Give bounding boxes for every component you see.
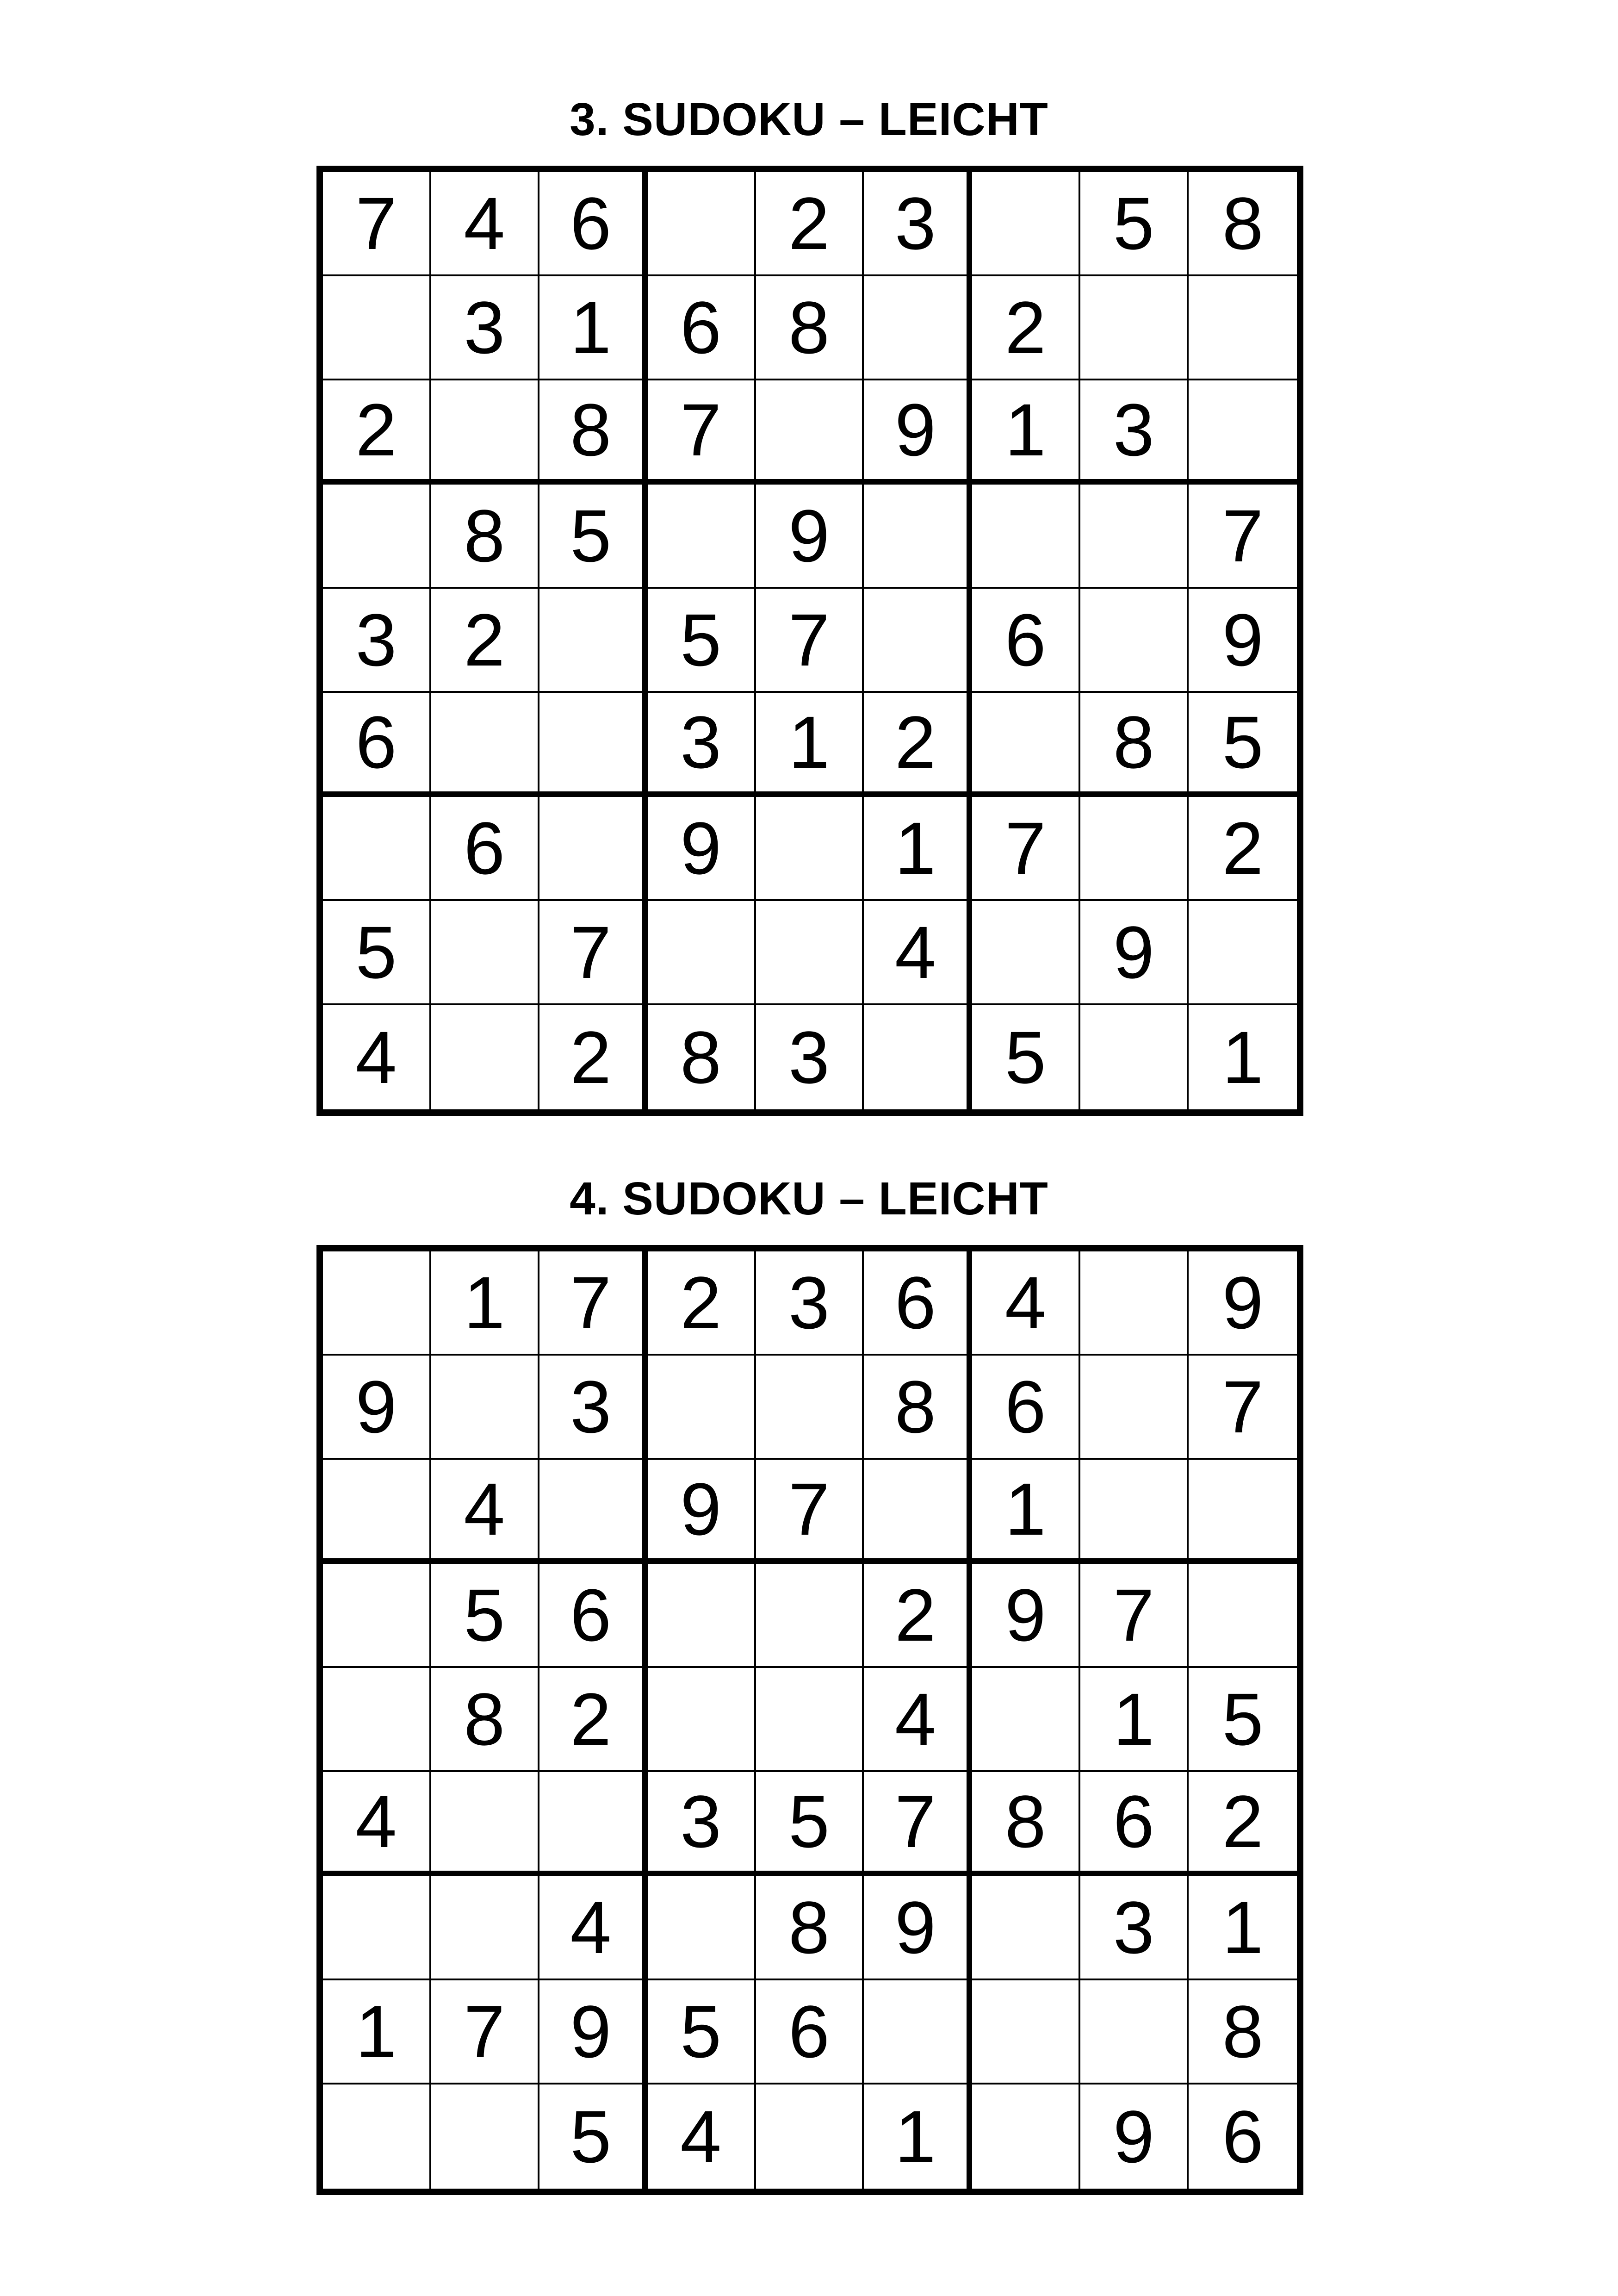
sudoku-cell-given: 2: [539, 1668, 648, 1772]
sudoku-cell-given: 1: [864, 797, 972, 901]
sudoku-cell-empty[interactable]: [1080, 485, 1189, 589]
sudoku-cell-empty[interactable]: [539, 693, 648, 797]
sudoku-cell-given: 7: [756, 1460, 864, 1564]
sudoku-cell-empty[interactable]: [323, 276, 431, 380]
sudoku-cell-empty[interactable]: [1189, 1564, 1297, 1668]
sudoku-cell-empty[interactable]: [756, 380, 864, 485]
sudoku-cell-given: 7: [972, 797, 1080, 901]
sudoku-cell-given: 1: [539, 276, 648, 380]
sudoku-cell-given: 2: [1189, 797, 1297, 901]
sudoku-cell-given: 8: [1189, 1980, 1297, 2084]
sudoku-cell-given: 2: [756, 172, 864, 276]
sudoku-cell-empty[interactable]: [431, 693, 539, 797]
sudoku-cell-given: 6: [1080, 1772, 1189, 1876]
sudoku-cell-empty[interactable]: [972, 1980, 1080, 2084]
sudoku-cell-given: 4: [323, 1772, 431, 1876]
sudoku-cell-empty[interactable]: [539, 797, 648, 901]
sudoku-cell-empty[interactable]: [1080, 1356, 1189, 1460]
sudoku-cell-given: 7: [1189, 1356, 1297, 1460]
sudoku-cell-given: 5: [1189, 1668, 1297, 1772]
sudoku-cell-given: 4: [431, 1460, 539, 1564]
sudoku-cell-given: 4: [864, 901, 972, 1005]
sudoku-cell-given: 6: [431, 797, 539, 901]
sudoku-cell-given: 7: [1080, 1564, 1189, 1668]
sudoku-cell-given: 7: [648, 380, 756, 485]
sudoku-cell-given: 1: [1189, 1876, 1297, 1980]
sudoku-cell-empty[interactable]: [648, 901, 756, 1005]
sudoku-cell-given: 6: [648, 276, 756, 380]
sudoku-cell-given: 1: [972, 1460, 1080, 1564]
sudoku-cell-empty[interactable]: [431, 380, 539, 485]
sudoku-cell-given: 8: [431, 485, 539, 589]
sudoku-cell-given: 2: [539, 1005, 648, 1109]
sudoku-cell-empty[interactable]: [756, 2084, 864, 2189]
sudoku-cell-given: 8: [1189, 172, 1297, 276]
sudoku-cell-empty[interactable]: [323, 1668, 431, 1772]
sudoku-cell-given: 6: [539, 172, 648, 276]
sudoku-cell-empty[interactable]: [431, 1876, 539, 1980]
sudoku-grid: [316, 1245, 1303, 2195]
sudoku-cell-given: 9: [1189, 1251, 1297, 1356]
sudoku-cell-given: 2: [864, 1564, 972, 1668]
sudoku-cell-empty[interactable]: [1080, 797, 1189, 901]
sudoku-cell-given: 6: [864, 1251, 972, 1356]
sudoku-cell-given: 4: [648, 2084, 756, 2189]
sudoku-cell-given: 1: [972, 380, 1080, 485]
sudoku-cell-given: 9: [648, 1460, 756, 1564]
sudoku-cell-given: 7: [756, 589, 864, 693]
sudoku-cell-given: 2: [431, 589, 539, 693]
sudoku-cell-given: 9: [864, 1876, 972, 1980]
sudoku-cell-given: 7: [864, 1772, 972, 1876]
sudoku-cell-given: 5: [1189, 693, 1297, 797]
sudoku-cell-empty[interactable]: [756, 797, 864, 901]
sudoku-cell-empty[interactable]: [1189, 901, 1297, 1005]
sudoku-cell-given: 8: [431, 1668, 539, 1772]
sudoku-cell-empty[interactable]: [431, 901, 539, 1005]
sudoku-cell-given: 7: [323, 172, 431, 276]
sudoku-cell-empty[interactable]: [1080, 1980, 1189, 2084]
sudoku-cell-empty[interactable]: [431, 1005, 539, 1109]
sudoku-cell-empty[interactable]: [1189, 1460, 1297, 1564]
sudoku-cell-empty[interactable]: [1080, 276, 1189, 380]
sudoku-cell-empty[interactable]: [756, 1356, 864, 1460]
sudoku-cell-empty[interactable]: [539, 1460, 648, 1564]
sudoku-cell-empty[interactable]: [1080, 589, 1189, 693]
sudoku-cell-empty[interactable]: [323, 1251, 431, 1356]
sudoku-cell-given: 7: [539, 1251, 648, 1356]
sudoku-cell-empty[interactable]: [648, 1564, 756, 1668]
sudoku-cell-empty[interactable]: [1189, 380, 1297, 485]
sudoku-cell-given: 9: [972, 1564, 1080, 1668]
sudoku-cell-given: 8: [972, 1772, 1080, 1876]
sudoku-cell-given: 9: [864, 380, 972, 485]
sudoku-cell-empty[interactable]: [864, 1980, 972, 2084]
sudoku-cell-empty[interactable]: [648, 1668, 756, 1772]
sudoku-cell-given: 1: [431, 1251, 539, 1356]
sudoku-cell-given: 3: [431, 276, 539, 380]
sudoku-cell-given: 8: [539, 380, 648, 485]
sudoku-cell-given: 8: [1080, 693, 1189, 797]
sudoku-cell-empty[interactable]: [323, 485, 431, 589]
sudoku-cell-given: 5: [323, 901, 431, 1005]
sudoku-cell-empty[interactable]: [539, 1772, 648, 1876]
sudoku-cell-given: 3: [648, 1772, 756, 1876]
sudoku-cell-given: 4: [431, 172, 539, 276]
sudoku-cell-given: 8: [648, 1005, 756, 1109]
sudoku-cell-given: 6: [756, 1980, 864, 2084]
sudoku-cell-empty[interactable]: [756, 901, 864, 1005]
sudoku-cell-empty[interactable]: [1080, 1251, 1189, 1356]
sudoku-cell-given: 6: [972, 589, 1080, 693]
sudoku-cell-given: 8: [756, 1876, 864, 1980]
sudoku-cell-empty[interactable]: [323, 1564, 431, 1668]
sudoku-cell-empty[interactable]: [1080, 1460, 1189, 1564]
sudoku-cell-given: 6: [323, 693, 431, 797]
sudoku-cell-empty[interactable]: [431, 1356, 539, 1460]
sudoku-cell-given: 8: [864, 1356, 972, 1460]
sudoku-title: 4. SUDOKU – LEICHT: [570, 1173, 1048, 1225]
sudoku-cell-empty[interactable]: [972, 485, 1080, 589]
sudoku-cell-empty[interactable]: [864, 1460, 972, 1564]
sudoku-cell-given: 3: [864, 172, 972, 276]
sudoku-cell-empty[interactable]: [1080, 1005, 1189, 1109]
sudoku-cell-empty[interactable]: [864, 276, 972, 380]
sudoku-cell-given: 2: [323, 380, 431, 485]
sudoku-cell-empty[interactable]: [539, 589, 648, 693]
sudoku-cell-given: 3: [1080, 380, 1189, 485]
sudoku-cell-empty[interactable]: [431, 1772, 539, 1876]
sudoku-cell-given: 1: [1222, 1015, 1264, 1099]
sudoku-cell-given: 3: [756, 1005, 864, 1109]
sudoku-cell-given: 3: [323, 589, 431, 693]
sudoku-cell-given: 1: [864, 2084, 972, 2189]
sudoku-cell-empty[interactable]: [648, 1356, 756, 1460]
sudoku-cell-given: 4: [972, 1251, 1080, 1356]
sudoku-cell-given: 1: [756, 693, 864, 797]
sudoku-cell-given: 7: [1189, 485, 1297, 589]
sudoku-cell-empty[interactable]: [972, 693, 1080, 797]
sudoku-cell-given: 9: [323, 1356, 431, 1460]
sudoku-cell-given: 9: [1189, 589, 1297, 693]
sudoku-cell-given: 8: [756, 276, 864, 380]
sudoku-cell-given: 6: [972, 1356, 1080, 1460]
sudoku-cell-given: 5: [648, 1980, 756, 2084]
sudoku-cell-empty[interactable]: [1189, 276, 1297, 380]
sudoku-cell-empty[interactable]: [972, 2084, 1080, 2189]
sudoku-cell-given: 5: [539, 485, 648, 589]
sudoku-cell-empty[interactable]: [323, 1460, 431, 1564]
sudoku-cell-given: 9: [648, 797, 756, 901]
sudoku-cell-empty[interactable]: [431, 2084, 539, 2189]
sudoku-cell-given: 1: [1080, 1668, 1189, 1772]
sudoku-cell-empty[interactable]: [323, 2084, 431, 2189]
sudoku-cell-empty[interactable]: [648, 172, 756, 276]
sudoku-cell-given: 4: [539, 1876, 648, 1980]
sudoku-cell-given: 5: [648, 589, 756, 693]
sudoku-cell-given: 5: [539, 2084, 648, 2189]
sudoku-cell-empty[interactable]: [864, 589, 972, 693]
sudoku-cell-given: 3: [1080, 1876, 1189, 1980]
sudoku-cell-empty[interactable]: [756, 1564, 864, 1668]
sudoku-cell-empty[interactable]: [972, 1876, 1080, 1980]
sudoku-cell-empty[interactable]: [323, 1876, 431, 1980]
sudoku-cell-empty[interactable]: [648, 1876, 756, 1980]
sudoku-cell-given: 6: [1222, 2095, 1264, 2178]
sudoku-cell-given: 9: [1080, 2084, 1189, 2189]
sudoku-grid: [316, 166, 1303, 1116]
sudoku-cell-given: 7: [539, 901, 648, 1005]
sudoku-cell-given: 7: [431, 1980, 539, 2084]
sudoku-cell-given: 3: [648, 693, 756, 797]
sudoku-cell-given: 4: [864, 1668, 972, 1772]
sudoku-cell-empty[interactable]: [648, 485, 756, 589]
sudoku-cell-empty[interactable]: [864, 485, 972, 589]
sudoku-cell-given: 9: [756, 485, 864, 589]
sudoku-cell-empty[interactable]: [756, 1668, 864, 1772]
sudoku-cell-empty[interactable]: [972, 1668, 1080, 1772]
sudoku-cell-given: 5: [972, 1005, 1080, 1109]
sudoku-cell-given: 2: [864, 693, 972, 797]
sudoku-cell-empty[interactable]: [972, 901, 1080, 1005]
sudoku-cell-given: 9: [539, 1980, 648, 2084]
sudoku-cell-given: 2: [972, 276, 1080, 380]
sudoku-cell-given: 6: [539, 1564, 648, 1668]
sudoku-cell-given: 1: [323, 1980, 431, 2084]
sudoku-cell-empty[interactable]: [864, 1005, 972, 1109]
sudoku-title: 3. SUDOKU – LEICHT: [570, 93, 1048, 145]
sudoku-cell-empty[interactable]: [972, 172, 1080, 276]
sudoku-cell-given: 3: [756, 1251, 864, 1356]
sudoku-cell-given: 3: [539, 1356, 648, 1460]
sudoku-cell-given: 5: [756, 1772, 864, 1876]
sudoku-cell-given: 5: [431, 1564, 539, 1668]
sudoku-cell-given: 5: [1080, 172, 1189, 276]
sudoku-cell-empty[interactable]: [323, 797, 431, 901]
sudoku-cell-given: 9: [1080, 901, 1189, 1005]
sudoku-cell-given: 4: [323, 1005, 431, 1109]
sudoku-cell-given: 2: [1189, 1772, 1297, 1876]
sudoku-cell-given: 2: [648, 1251, 756, 1356]
